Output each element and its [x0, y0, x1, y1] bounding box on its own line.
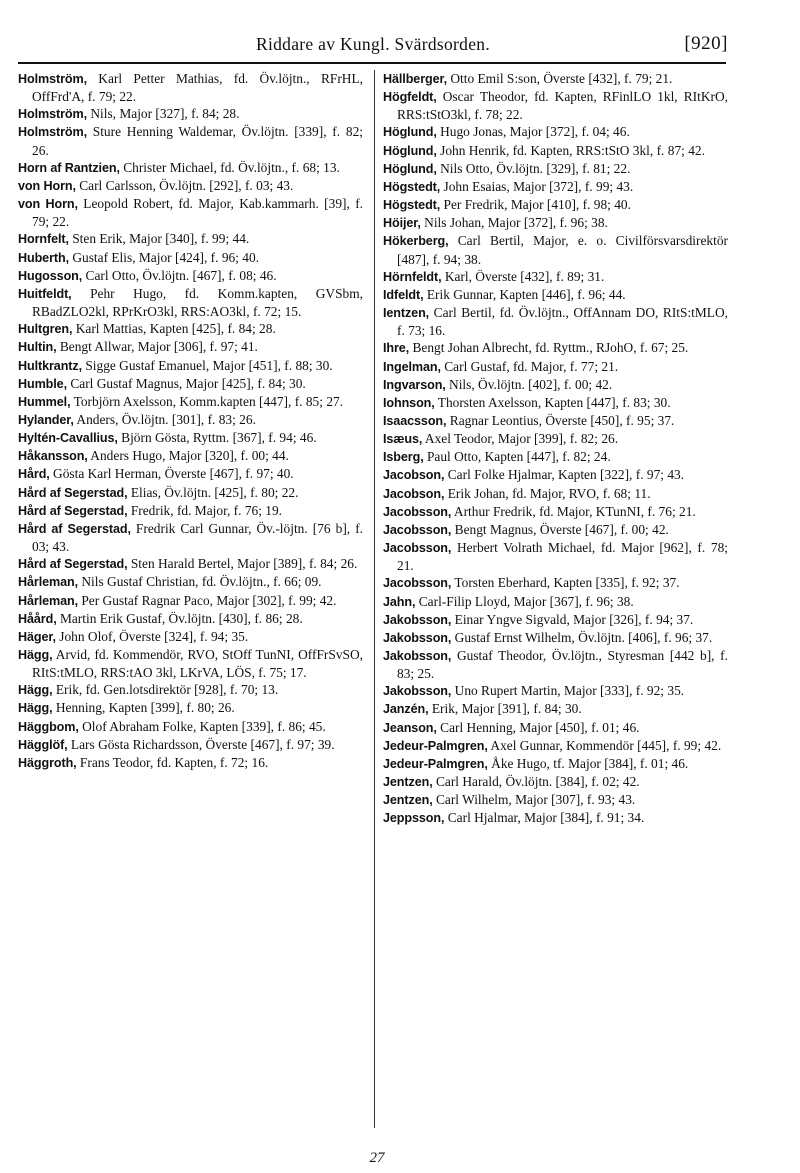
register-entry: [383, 268, 728, 286]
entry-surname: Holmström,: [18, 72, 87, 86]
entry-details: Per Fredrik, Major [410], f. 98; 40.: [440, 197, 631, 213]
entry-details: Karl, Överste [432], f. 89; 31.: [441, 268, 605, 284]
entry-details: Erik, fd. Gen.lotsdirektör [928], f. 70; 13.: [52, 682, 279, 698]
register-entry: [383, 682, 728, 700]
register-entry: [383, 503, 728, 521]
entry-surname: Hårleman,: [18, 575, 78, 590]
register-entry: [383, 574, 728, 592]
entry-surname: Hägg,: [18, 648, 53, 662]
entry-surname: Hägg,: [18, 701, 53, 716]
entry-surname: Jentzen,: [383, 775, 433, 790]
register-entry: [18, 610, 363, 628]
register-entry: [18, 465, 363, 483]
running-head: [18, 34, 728, 60]
register-entry: [18, 249, 363, 267]
entry-details: Karl Mattias, Kapten [425], f. 84; 28.: [72, 321, 276, 337]
register-entry: [383, 430, 728, 448]
entry-details: Leopold Robert, fd. Major, Kab.kammarh. [39], f. 79; 22.: [32, 196, 363, 230]
entry-surname: Jacobson,: [383, 486, 445, 501]
register-entry: [383, 773, 728, 791]
register-entry: [383, 809, 728, 827]
register-entry: [383, 539, 728, 574]
entry-details: Lars Gösta Richardsson, Överste [467], f. 97; 39.: [67, 736, 335, 752]
entry-surname: Huberth,: [18, 250, 69, 265]
entry-surname: Jacobsson,: [383, 522, 452, 537]
entry-surname: Ientzen,: [383, 306, 430, 321]
entry-surname: Horn af Rantzien,: [18, 160, 120, 175]
entry-surname: Hultgren,: [18, 322, 73, 337]
entry-surname: Högstedt,: [383, 198, 441, 213]
entry-surname: Högstedt,: [383, 179, 441, 194]
entry-details: Carl Carlsson, Öv.löjtn. [292], f. 03; 43.: [75, 177, 294, 193]
entry-details: Hugo Jonas, Major [372], f. 04; 46.: [436, 124, 630, 140]
entry-details: Carl Otto, Öv.löjtn. [467], f. 08; 46.: [82, 267, 277, 283]
entry-details: Gösta Karl Herman, Överste [467], f. 97; 40.: [49, 466, 294, 482]
entry-surname: Höglund,: [383, 161, 437, 176]
entry-surname: Hägg,: [18, 683, 53, 698]
entry-details: Gustaf Theodor, Öv.löjtn., Styresman [442 b], f. 83; 25.: [397, 648, 728, 682]
register-entry: [383, 719, 728, 737]
entry-details: Erik Johan, fd. Major, RVO, f. 68; 11.: [444, 485, 651, 501]
entry-details: Sture Henning Waldemar, Öv.löjtn. [339], f. 82; 26.: [32, 124, 363, 158]
register-entry: [383, 142, 728, 160]
entry-surname: Jakobsson,: [383, 684, 452, 699]
register-entry: [383, 214, 728, 232]
entry-details: Einar Yngve Sigvald, Major [326], f. 94; 37.: [451, 611, 694, 627]
entry-details: Olof Abraham Folke, Kapten [339], f. 86; 45.: [78, 718, 326, 734]
entry-surname: Hornfelt,: [18, 232, 69, 247]
entry-details: Torsten Eberhard, Kapten [335], f. 92; 37.: [451, 575, 680, 591]
entry-details: Torbjörn Axelsson, Komm.kapten [447], f. 85; 27.: [70, 393, 344, 409]
entry-surname: Häggbom,: [18, 719, 79, 734]
entry-details: Axel Gunnar, Kommendör [445], f. 99; 42.: [487, 737, 722, 753]
entry-surname: Hummel,: [18, 394, 71, 409]
register-entry: [383, 521, 728, 539]
header-rule: [18, 62, 726, 64]
entry-details: Nils, Major [327], f. 84; 28.: [86, 106, 240, 122]
entry-surname: Holmström,: [18, 125, 87, 140]
entry-surname: Jacobsson,: [383, 576, 452, 591]
entry-details: Ragnar Leontius, Överste [450], f. 95; 37.: [446, 412, 675, 428]
entry-surname: Hultin,: [18, 340, 57, 355]
register-entry: [383, 376, 728, 394]
entry-surname: Ingvarson,: [383, 377, 446, 392]
entry-surname: Höglund,: [383, 125, 437, 140]
entry-details: John Esaias, Major [372], f. 99; 43.: [440, 178, 634, 194]
entry-surname: Jacobsson,: [383, 541, 452, 556]
entry-surname: Jentzen,: [383, 793, 433, 808]
entry-details: Gustaf Ernst Wilhelm, Öv.löjtn. [406], f. 96; 37.: [451, 629, 713, 645]
entry-details: Bengt Magnus, Överste [467], f. 00; 42.: [451, 521, 669, 537]
entry-details: Elias, Öv.löjtn. [425], f. 80; 22.: [127, 484, 299, 500]
entry-surname: Håkansson,: [18, 449, 88, 464]
entry-details: Carl Folke Hjalmar, Kapten [322], f. 97; 43.: [444, 467, 685, 483]
register-entry: [18, 699, 363, 717]
entry-surname: Huitfeldt,: [18, 286, 72, 301]
register-entry: [383, 394, 728, 412]
entry-details: Karl Petter Mathias, fd. Öv.löjtn., RFrHL, OffFrd'A, f. 79; 22.: [32, 71, 363, 105]
register-entry: [18, 429, 363, 447]
entry-details: Nils, Öv.löjtn. [402], f. 00; 42.: [445, 376, 613, 392]
entry-details: Axel Teodor, Major [399], f. 82; 26.: [422, 431, 619, 447]
entry-details: Carl Henning, Major [450], f. 01; 46.: [436, 719, 640, 735]
entry-details: Sten Erik, Major [340], f. 99; 44.: [68, 231, 250, 247]
entry-surname: Iohnson,: [383, 395, 435, 410]
entry-details: Arthur Fredrik, fd. Major, KTunNI, f. 76; 21.: [451, 503, 696, 519]
entry-surname: Humble,: [18, 376, 67, 391]
register-entry: [18, 357, 363, 375]
entry-details: Carl Wilhelm, Major [307], f. 93; 43.: [432, 792, 636, 808]
entry-surname: Hyltén-Cavallius,: [18, 431, 118, 446]
entry-surname: Hylander,: [18, 412, 74, 427]
entry-details: Björn Gösta, Ryttm. [367], f. 94; 46.: [117, 430, 317, 446]
entry-details: Nils Johan, Major [372], f. 96; 38.: [420, 215, 608, 231]
entry-details: Christer Michael, fd. Öv.löjtn., f. 68; 13.: [119, 159, 340, 175]
entry-details: Paul Otto, Kapten [447], f. 82; 24.: [423, 449, 611, 465]
register-entry: [18, 285, 363, 320]
register-entry: [383, 791, 728, 809]
register-entry: [383, 358, 728, 376]
register-entry: [383, 647, 728, 682]
register-entry: [383, 593, 728, 611]
entry-surname: Jedeur-Palmgren,: [383, 756, 488, 771]
register-entry: [383, 737, 728, 755]
entry-surname: Hård af Segerstad,: [18, 485, 128, 500]
entry-surname: Ingelman,: [383, 359, 441, 374]
entry-surname: Höglund,: [383, 143, 437, 158]
register-entry: [383, 286, 728, 304]
register-entry: [18, 681, 363, 699]
entry-details: Pehr Hugo, fd. Komm.kapten, GVSbm, RBadZLO2kl, RPrKrO3kl, RRS:AO3kl, f. 72; 15.: [32, 285, 363, 320]
entry-details: Sten Harald Bertel, Major [389], f. 84; 26.: [127, 556, 358, 572]
register-entry: [18, 70, 363, 105]
entry-surname: Isberg,: [383, 450, 424, 465]
register-entry: [18, 555, 363, 573]
register-entry: [18, 320, 363, 338]
entry-surname: Janzén,: [383, 702, 429, 717]
entry-details: Carl Bertil, Major, e. o. Civilförsvarsdirektör [487], f. 94; 38.: [397, 233, 728, 267]
entry-surname: Hård,: [18, 467, 50, 482]
entry-surname: Hägglöf,: [18, 737, 68, 752]
entry-surname: Hugosson,: [18, 268, 83, 283]
register-entry: [18, 177, 363, 195]
entry-details: Carl Hjalmar, Major [384], f. 91; 34.: [444, 810, 645, 826]
register-entry: [18, 736, 363, 754]
footer-page-number: 27: [369, 1150, 385, 1166]
entry-details: Per Gustaf Ragnar Paco, Major [302], f. 99; 42.: [78, 592, 337, 608]
register-entry: [383, 466, 728, 484]
entry-details: Otto Emil S:son, Överste [432], f. 79; 21.: [447, 71, 673, 86]
entry-surname: Jacobsson,: [383, 504, 452, 519]
entry-surname: Höijer,: [383, 216, 421, 231]
entry-surname: Hårleman,: [18, 593, 78, 608]
register-entry: [383, 611, 728, 629]
entry-surname: Jeppsson,: [383, 811, 445, 826]
entry-surname: von Horn,: [18, 178, 76, 193]
register-entry: [18, 573, 363, 591]
register-entry: [383, 160, 728, 178]
entry-surname: Hultkrantz,: [18, 358, 82, 373]
entry-surname: Ihre,: [383, 341, 410, 356]
entry-surname: von Horn,: [18, 197, 78, 212]
register-entry: [18, 159, 363, 177]
entry-details: Anders Hugo, Major [320], f. 00; 44.: [87, 448, 289, 464]
register-entry: [18, 338, 363, 356]
register-entry: [383, 339, 728, 357]
register-entry: [18, 718, 363, 736]
entry-surname: Idfeldt,: [383, 287, 424, 302]
entry-surname: Hörnfeldt,: [383, 269, 442, 284]
entry-details: Thorsten Axelsson, Kapten [447], f. 83; 30.: [434, 394, 671, 410]
page-number-bracket: [920]: [684, 33, 728, 54]
left-column: [18, 70, 363, 772]
register-entry: [383, 448, 728, 466]
register-entry: [18, 502, 363, 520]
register-entry: [383, 412, 728, 430]
entry-surname: Holmström,: [18, 107, 87, 122]
entry-details: Fredrik, fd. Major, f. 76; 19.: [127, 502, 283, 518]
entry-surname: Isaacsson,: [383, 413, 447, 428]
entry-details: Sigge Gustaf Emanuel, Major [451], f. 88; 30.: [81, 357, 333, 373]
register-entry: [18, 393, 363, 411]
register-entry: [383, 70, 728, 88]
entry-details: Nils Otto, Öv.löjtn. [329], f. 81; 22.: [436, 160, 631, 176]
entry-surname: Jakobsson,: [383, 630, 452, 645]
entry-surname: Jakobsson,: [383, 612, 452, 627]
register-entry: [383, 755, 728, 773]
entry-details: Frans Teodor, fd. Kapten, f. 72; 16.: [76, 754, 269, 770]
register-entry: [18, 646, 363, 681]
entry-details: Herbert Volrath Michael, fd. Major [962], f. 78; 21.: [397, 540, 728, 574]
entry-surname: Jedeur-Palmgren,: [383, 738, 488, 753]
entry-details: Bengt Allwar, Major [306], f. 97; 41.: [56, 339, 258, 355]
register-entry: [18, 105, 363, 123]
register-entry: [18, 628, 363, 646]
entry-surname: Jeanson,: [383, 720, 437, 735]
register-entry: [383, 178, 728, 196]
entry-details: Carl Gustaf, fd. Major, f. 77; 21.: [440, 358, 619, 374]
entry-details: Carl Gustaf Magnus, Major [425], f. 84; 30.: [66, 375, 306, 391]
entry-details: Fredrik Carl Gunnar, Öv.-löjtn. [76 b], f. 03; 43.: [32, 520, 364, 555]
register-entry: [383, 700, 728, 718]
register-entry: [18, 447, 363, 465]
entry-details: Carl Harald, Öv.löjtn. [384], f. 02; 42.: [432, 774, 640, 790]
register-entry: [383, 196, 728, 214]
column-divider: [374, 70, 375, 1128]
entry-details: Erik, Major [391], f. 84; 30.: [428, 701, 582, 717]
register-entry: [18, 592, 363, 610]
register-entry: [383, 232, 728, 267]
register-entry: [18, 123, 363, 158]
register-entry: [18, 754, 363, 772]
register-entry: [18, 230, 363, 248]
register-entry: [18, 375, 363, 393]
entry-surname: Jakobsson,: [383, 649, 452, 663]
entry-details: Nils Gustaf Christian, fd. Öv.löjtn., f. 66; 09.: [78, 574, 322, 590]
register-entry: [383, 485, 728, 503]
right-column: [383, 70, 728, 828]
entry-surname: Häggroth,: [18, 755, 77, 770]
register-entry: [18, 411, 363, 429]
entry-details: Bengt Johan Albrecht, fd. Ryttm., RJohO, f. 67; 25.: [409, 340, 689, 356]
entry-details: Martin Erik Gustaf, Öv.löjtn. [430], f. 86; 28.: [56, 610, 303, 626]
entry-details: John Henrik, fd. Kapten, RRS:tStO 3kl, f. 87; 42.: [436, 142, 705, 158]
register-entry: [383, 88, 728, 123]
entry-details: Carl-Filip Lloyd, Major [367], f. 96; 38.: [415, 593, 634, 609]
entry-details: Åke Hugo, tf. Major [384], f. 01; 46.: [487, 755, 689, 771]
entry-surname: Isæus,: [383, 432, 423, 447]
entry-details: Uno Rupert Martin, Major [333], f. 92; 35.: [451, 683, 685, 699]
register-entry: [383, 123, 728, 141]
entry-details: John Olof, Överste [324], f. 94; 35.: [55, 628, 249, 644]
entry-surname: Hård af Segerstad,: [18, 521, 131, 536]
entry-surname: Jahn,: [383, 594, 416, 609]
entry-surname: Hällberger,: [383, 72, 447, 86]
register-entry: [18, 484, 363, 502]
entry-surname: Håård,: [18, 611, 57, 626]
entry-surname: Jacobson,: [383, 468, 445, 483]
entry-details: Arvid, fd. Kommendör, RVO, StOff TunNI, OffFrSvSO, RItS:tMLO, RRS:tAO 3kl, LKrVA, LÖS, f. 75; 17.: [32, 647, 363, 681]
register-entry: [18, 267, 363, 285]
entry-details: Henning, Kapten [399], f. 80; 26.: [52, 700, 235, 716]
entry-details: Gustaf Elis, Major [424], f. 96; 40.: [68, 249, 260, 265]
entry-surname: Hökerberg,: [383, 234, 449, 249]
entry-details: Erik Gunnar, Kapten [446], f. 96; 44.: [423, 286, 626, 302]
register-entry: [383, 304, 728, 339]
entry-surname: Hård af Segerstad,: [18, 503, 128, 518]
entry-details: Oscar Theodor, fd. Kapten, RFinlLO 1kl, RItKrO, RRS:tStO3kl, f. 78; 22.: [397, 89, 728, 123]
register-entry: [18, 520, 363, 555]
entry-details: Anders, Öv.löjtn. [301], f. 83; 26.: [73, 411, 256, 427]
entry-surname: Häger,: [18, 629, 56, 644]
register-entry: [18, 195, 363, 230]
entry-surname: Hård af Segerstad,: [18, 557, 128, 572]
register-entry: [383, 629, 728, 647]
entry-surname: Högfeldt,: [383, 90, 437, 105]
page-title: Riddare av Kungl. Svärdsorden.: [255, 34, 491, 54]
entry-details: Carl Bertil, fd. Öv.löjtn., OffAnnam DO, RItS:tMLO, f. 73; 16.: [397, 305, 728, 339]
